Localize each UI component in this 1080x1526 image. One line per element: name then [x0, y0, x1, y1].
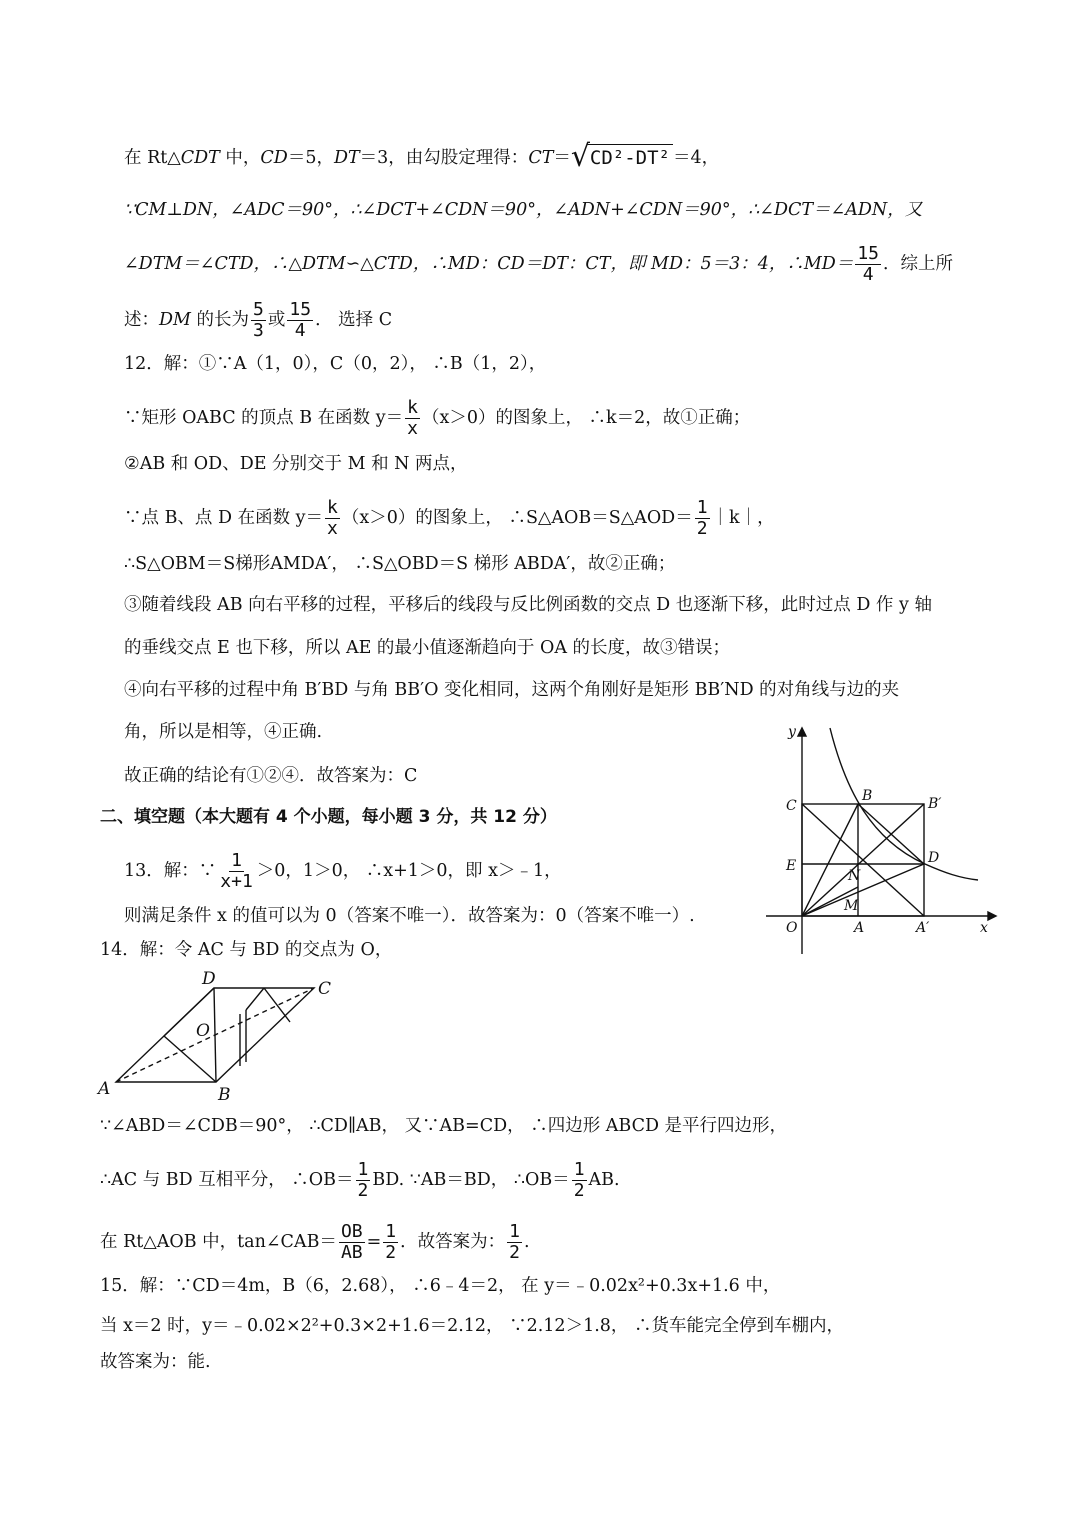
line-q12-conclusion: 故正确的结论有①②④．故答案为：C — [124, 766, 418, 786]
line-q15-calc: 当 x＝2 时，y＝﹣0.02×2²+0.3×2+1.6＝2.12， ∵2.12＞1.8， ∴货车能完全停到车棚内， — [100, 1316, 844, 1336]
fraction-1-x1: $\frac{1}{x+1}$ — [220, 850, 253, 892]
x-arrow — [988, 912, 996, 920]
fraction-half-4: $\frac{1}{2}$ — [509, 1221, 520, 1263]
label-pb: B — [218, 1085, 231, 1105]
label-b-prime: B′ — [928, 796, 942, 812]
line-q12-k: ∵矩形 OABC 的顶点 B 在函数 y＝ $\frac{k}{x}$ （x＞0）的图象上， ∴k＝2，故①正确； — [124, 397, 751, 439]
line-dm-answer: 述：DM 的长为 $\frac{5}{3}$ 或 $\frac{15}{4}$ ． 选择 C — [124, 299, 393, 341]
y-arrow — [798, 728, 806, 736]
line-q14-parallel: ∵∠ABD＝∠CDB＝90°， ∴CD∥AB， 又∵AB=CD， ∴四边形 ABCD 是平行四边形， — [100, 1116, 788, 1136]
fraction-half-1: $\frac{1}{2}$ — [357, 1159, 369, 1201]
line-q12-4a: ④向右平移的过程中角 B′BD 与角 BB′O 变化相同，这两个角刚好是矩形 BB′ND 的对角线与边的夹 — [124, 680, 900, 700]
label-a-prime: A′ — [916, 920, 930, 936]
label-y: y — [788, 724, 796, 740]
line-q14-ob: ∴AC 与 BD 互相平分， ∴OB＝ $\frac{1}{2}$ BD. ∵AB＝BD， ∴OB＝ $\frac{1}{2}$ AB. — [100, 1159, 620, 1201]
label-e: E — [786, 858, 797, 874]
line-q14-start: 14．解：令 AC 与 BD 的交点为 O， — [100, 940, 393, 960]
line-q14-tan: 在 Rt△AOB 中，tan∠CAB＝ $\frac{OB}{AB}$ = $\frac{1}{2}$ ．故答案为： $\frac{1}{2}$ . — [100, 1221, 530, 1263]
label-pc: C — [318, 979, 332, 999]
label-o: O — [786, 920, 798, 936]
label-a: A — [854, 920, 865, 936]
label-c: C — [786, 798, 797, 814]
fraction-k-x-2: $\frac{k}{x}$ — [327, 497, 338, 539]
line-q12-4b: 角，所以是相等，④正确. — [124, 722, 323, 742]
coordinate-figure — [760, 722, 1000, 958]
line-q13-answer: 则满足条件 x 的值可以为 0（答案不唯一）．故答案为：0（答案不唯一）. — [124, 906, 695, 926]
diag-od — [802, 864, 924, 916]
line-angle-reasoning: ∵CM⊥DN，∠ADC＝90°，∴∠DCT+∠CDN＝90°，∠ADN+∠CDN＝90°，∴∠DCT＝∠ADN，又 — [124, 200, 923, 220]
fraction-15-4b: $\frac{15}{4}$ — [289, 299, 312, 341]
fold-6 — [246, 988, 264, 1010]
line-q12-3b: 的垂线交点 E 也下移，所以 AE 的最小值逐渐趋向于 OA 的长度，故③错误； — [124, 638, 731, 658]
fraction-k-x: $\frac{k}{x}$ — [407, 397, 418, 439]
line-q15-answer: 故答案为：能. — [100, 1352, 211, 1372]
label-pd: D — [202, 969, 216, 989]
line-q12-trapezoid: ∴S△OBM＝S梯形AMDA′， ∴S△OBD＝S 梯形 ABDA′，故②正确； — [124, 554, 676, 574]
fraction-1-2: $\frac{1}{2}$ — [696, 497, 708, 539]
line-q12-3a: ③随着线段 AB 向右平移的过程，平移后的线段与反比例函数的交点 D 也逐渐下移，此时过点 D 作 y 轴 — [124, 595, 932, 615]
label-b: B — [862, 788, 873, 804]
line-q12-start: 12．解：①∵A（1，0），C（0，2）， ∴B（1，2）， — [124, 354, 547, 374]
section-heading: 二、填空题（本大题有 4 个小题，每小题 3 分，共 12 分） — [100, 807, 557, 827]
label-x: x — [980, 920, 988, 936]
fraction-half-3: $\frac{1}{2}$ — [385, 1221, 397, 1263]
fold-1 — [164, 1036, 216, 1082]
sqrt-expression: √ CD²-DT² — [571, 146, 673, 171]
line-q13: 13．解：∵ $\frac{1}{x+1}$ ＞0，1＞0， ∴x+1＞0，即 x＞﹣1， — [124, 850, 562, 892]
label-po: O — [196, 1021, 210, 1041]
line-ct-pythagoras: 在 Rt△CDT 中，CD＝5，DT＝3，由勾股定理得：CT＝ √ CD²-DT² ＝4， — [124, 139, 720, 174]
label-n: N — [848, 868, 861, 884]
line-q12-area: ∵点 B、点 D 在函数 y＝ $\frac{k}{x}$ （x＞0）的图象上， ∴S△AOB＝S△AOD＝ $\frac{1}{2}$ ｜k｜， — [124, 497, 775, 539]
fold-5 — [264, 988, 290, 1022]
line-similar-triangles: ∠DTM＝∠CTD，∴△DTM∽△CTD，∴MD：CD＝DT：CT，即 MD：5＝3：4，∴MD＝ $\frac{15}{4}$ ．综上所 — [124, 243, 954, 285]
fraction-5-3: $\frac{5}{3}$ — [253, 299, 264, 341]
label-m: M — [844, 898, 859, 914]
fraction-15-4: $\frac{15}{4}$ — [857, 243, 880, 285]
line-q12-2: ②AB 和 OD、DE 分别交于 M 和 N 两点， — [124, 454, 468, 474]
line-q15-start: 15．解：∵CD＝4m，B（6，2.68）， ∴6﹣4＝2， 在 y＝﹣0.02x²+0.3x+1.6 中， — [100, 1276, 781, 1296]
fraction-ob-ab: $\frac{OB}{AB}$ — [340, 1221, 363, 1263]
parallelogram-figure — [96, 966, 346, 1106]
label-pa: A — [98, 1079, 111, 1099]
fraction-half-2: $\frac{1}{2}$ — [573, 1159, 585, 1201]
label-d: D — [928, 850, 940, 866]
